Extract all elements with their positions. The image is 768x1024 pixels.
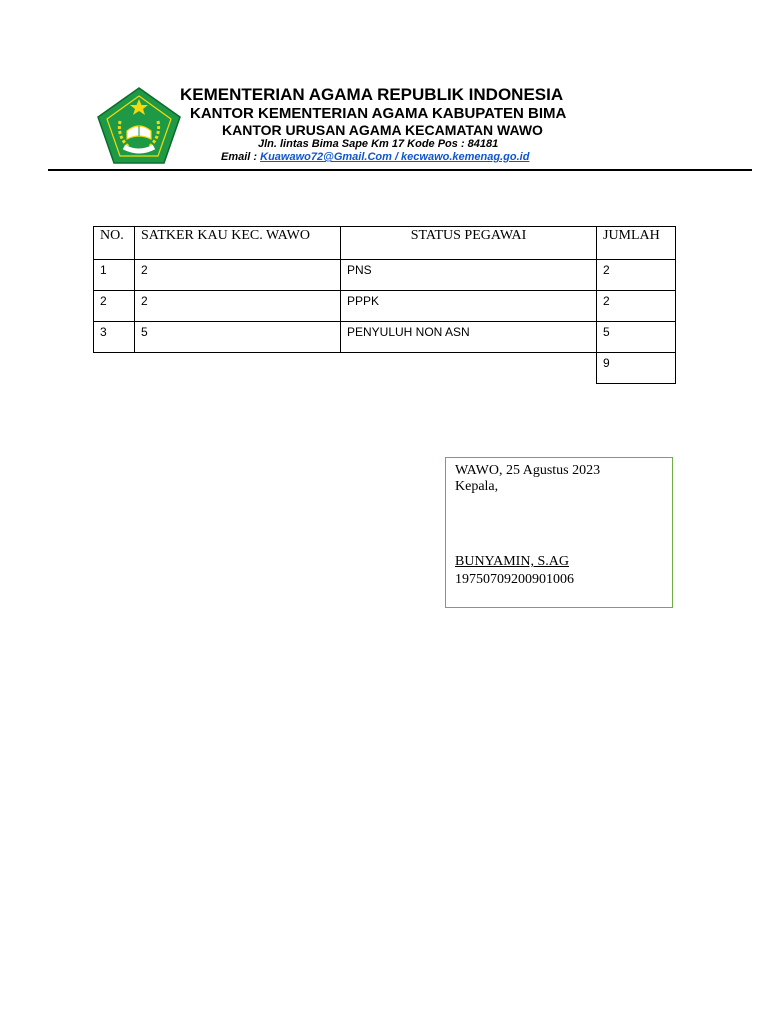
table-row (94, 291, 676, 322)
signature-box (445, 457, 673, 608)
cell-jumlah: 5 (597, 322, 676, 353)
signer-position: Kepala, (455, 479, 499, 494)
cell-no: 3 (94, 322, 135, 353)
header-satker: SATKER KAU KEC. WAWO (135, 227, 341, 260)
cell-satker: 5 (135, 322, 341, 353)
cell-no: 1 (94, 260, 135, 291)
email-label: Email : (221, 151, 261, 163)
letterhead-ministry: KEMENTERIAN AGAMA REPUBLIK INDONESIA (180, 85, 564, 104)
table-row (94, 260, 676, 291)
kemenag-emblem-icon (96, 85, 182, 167)
cell-status: PENYULUH NON ASN (341, 322, 597, 353)
letterhead-email (221, 151, 529, 163)
table-total-row (94, 353, 676, 384)
letterhead-address: Jln. lintas Bima Sape Km 17 Kode Pos : 84181 (258, 138, 499, 150)
cell-jumlah: 2 (597, 291, 676, 322)
cell-status: PPPK (341, 291, 597, 322)
cell-status: PNS (341, 260, 597, 291)
header-no: NO. (94, 227, 135, 260)
signer-nip: 19750709200901006 (455, 572, 574, 587)
table-header-row (94, 227, 676, 260)
header-jumlah: JUMLAH (597, 227, 676, 260)
letterhead-regency-office: KANTOR KEMENTERIAN AGAMA KABUPATEN BIMA (190, 105, 567, 122)
cell-total: 9 (597, 353, 676, 384)
signer-name: BUNYAMIN, S.AG (455, 554, 569, 569)
letterhead-divider (48, 169, 752, 171)
cell-satker: 2 (135, 291, 341, 322)
place-date: WAWO, 25 Agustus 2023 (455, 463, 601, 478)
cell-satker: 2 (135, 260, 341, 291)
cell-no: 2 (94, 291, 135, 322)
cell-jumlah: 2 (597, 260, 676, 291)
header-status-pegawai: STATUS PEGAWAI (341, 227, 597, 260)
employee-status-table (93, 226, 676, 384)
table-row (94, 322, 676, 353)
letterhead-kua-office: KANTOR URUSAN AGAMA KECAMATAN WAWO (222, 122, 543, 138)
email-link[interactable]: Kuawawo72@Gmail.Com / kecwawo.kemenag.go.id (260, 151, 530, 163)
